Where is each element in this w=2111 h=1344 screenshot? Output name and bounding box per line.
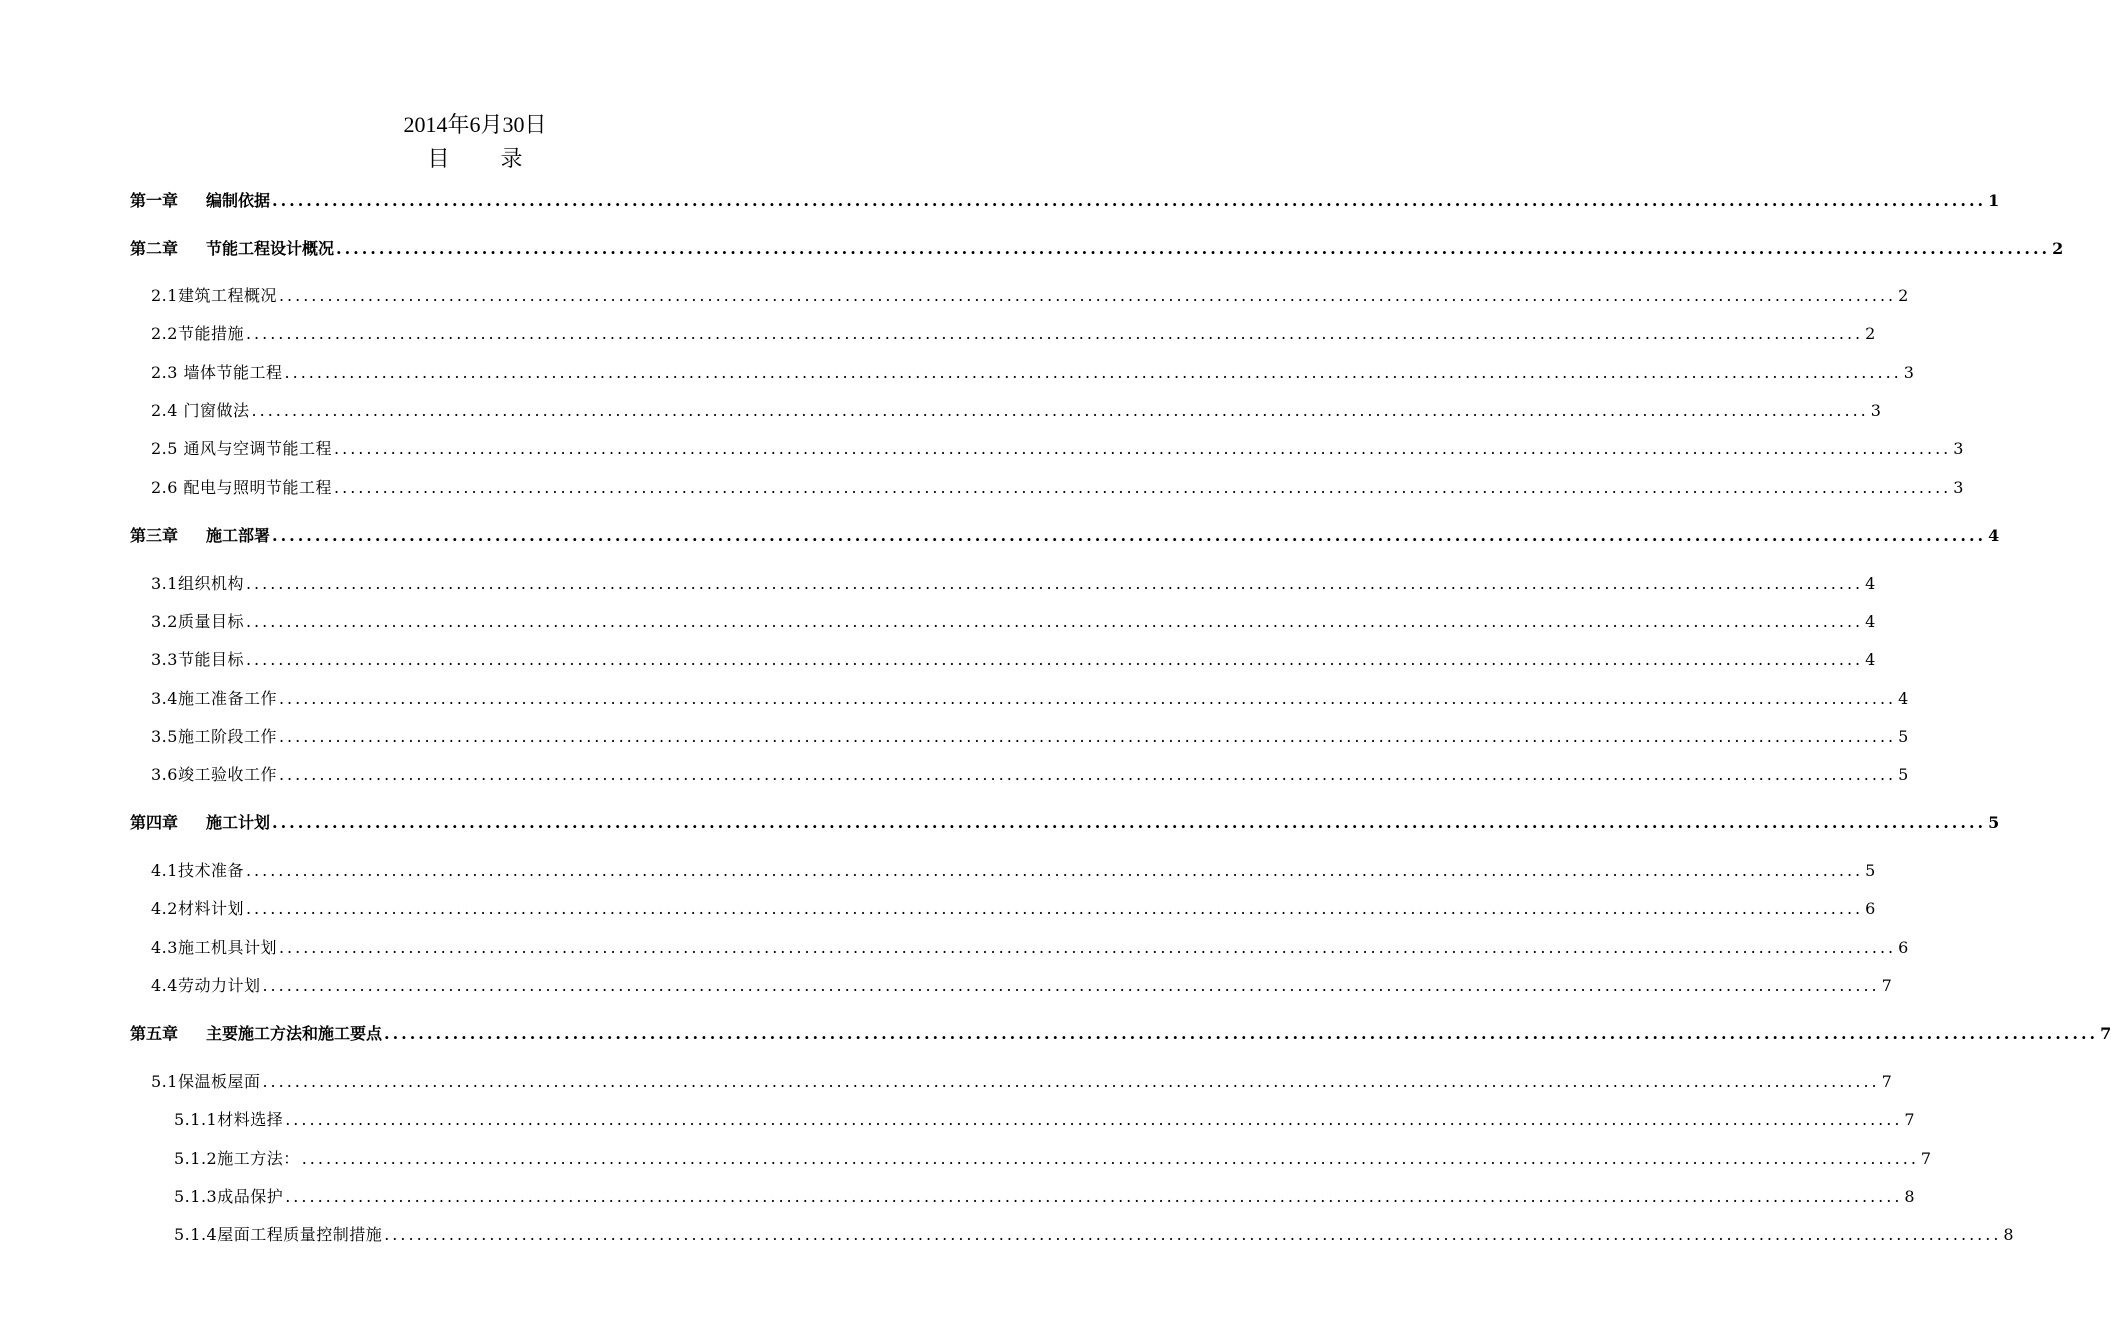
toc-page-number: 3 [1953, 478, 1964, 497]
toc-page-number: 7 [1920, 1149, 1932, 1168]
toc-page-number: 6 [1898, 938, 1909, 957]
toc-leader-dots: ........................................................................................................................................................................................................ [301, 1149, 1919, 1168]
toc-entry-title: 4.3施工机具计划 [151, 938, 277, 957]
toc-leader-dots: ........................................................................................................................................................................................................ [272, 526, 1987, 545]
toc-section-entry[interactable] [0, 648, 1876, 672]
toc-entry-title: 3.5施工阶段工作 [151, 727, 277, 746]
toc-leader-dots: ........................................................................................................................................................................................................ [278, 727, 1897, 746]
toc-entry-label [130, 237, 334, 261]
toc-entry-title: 5.1.4屋面工程质量控制措施 [174, 1225, 383, 1244]
toc-entry-label [130, 189, 270, 213]
toc-leader-dots: ........................................................................................................................................................................................................ [245, 861, 1864, 880]
toc-page-number: 7 [2100, 1024, 2111, 1043]
toc-page-number: 2 [1865, 324, 1876, 343]
toc-entry-title: 3.6竣工验收工作 [151, 765, 277, 784]
toc-entry-title: 施工计划 [206, 813, 271, 832]
toc-page-number: 3 [1953, 439, 1964, 458]
toc-entry-title: 2.4 门窗做法 [151, 401, 250, 420]
toc-entry-title: 2.5 通风与空调节能工程 [151, 439, 333, 458]
toc-leader-dots: ........................................................................................................................................................................................................ [285, 1110, 1903, 1129]
toc-section-entry[interactable] [0, 974, 1892, 998]
toc-leader-dots: ........................................................................................................................................................................................................ [334, 478, 1952, 497]
toc-leader-dots: ........................................................................................................................................................................................................ [245, 650, 1864, 669]
toc-page-number: 2 [2052, 239, 2064, 258]
toc-entry-title: 主要施工方法和施工要点 [206, 1024, 383, 1043]
document-date: 2014年6月30日 [403, 112, 547, 137]
toc-leader-dots: ........................................................................................................................................................................................................ [278, 689, 1897, 708]
toc-section-entry[interactable] [0, 859, 1876, 883]
toc-page-number: 4 [1865, 574, 1876, 593]
toc-leader-dots: ........................................................................................................................................................................................................ [262, 1072, 1880, 1091]
toc-chapter-number: 第三章 [130, 526, 179, 545]
toc-section-entry[interactable] [0, 572, 1876, 596]
toc-title: 目 录 [427, 147, 545, 172]
toc-section-entry[interactable] [0, 610, 1876, 634]
toc-entry-title: 3.3节能目标 [151, 650, 244, 669]
toc-leader-dots: ........................................................................................................................................................................................................ [278, 286, 1897, 305]
toc-section-entry[interactable] [0, 897, 1876, 921]
toc-leader-dots: ........................................................................................................................................................................................................ [251, 401, 1869, 420]
toc-section-entry[interactable] [0, 936, 1909, 960]
toc-entry-title: 施工部署 [206, 526, 271, 545]
toc-page-number: 6 [1865, 899, 1876, 918]
toc-chapter-entry[interactable] [0, 1022, 2111, 1046]
toc-entry-title: 2.6 配电与照明节能工程 [151, 478, 333, 497]
toc-section-entry[interactable] [0, 322, 1876, 346]
toc-chapter-number: 第二章 [130, 239, 179, 258]
toc-entry-title: 5.1.1材料选择 [174, 1110, 284, 1129]
toc-page-number: 3 [1870, 401, 1881, 420]
toc-leader-dots: ........................................................................................................................................................................................................ [262, 976, 1880, 995]
toc-entry-title: 4.2材料计划 [151, 899, 244, 918]
toc-section-entry[interactable] [0, 1147, 1932, 1171]
toc-page-number: 1 [1988, 191, 2000, 210]
toc-entry-label [130, 524, 270, 548]
toc-leader-dots: ........................................................................................................................................................................................................ [245, 574, 1864, 593]
toc-section-entry[interactable] [0, 1108, 1915, 1132]
toc-section-entry[interactable] [0, 1185, 1915, 1209]
toc-page-number: 5 [1865, 861, 1876, 880]
toc-entry-title: 5.1保温板屋面 [151, 1072, 261, 1091]
toc-page-number: 5 [1898, 765, 1909, 784]
toc-entry-title: 2.3 墙体节能工程 [151, 363, 283, 382]
toc-chapter-entry[interactable] [0, 189, 2000, 213]
toc-chapter-number: 第四章 [130, 813, 179, 832]
toc-page-number: 4 [1865, 612, 1876, 631]
toc-section-entry[interactable] [0, 284, 1909, 308]
toc-leader-dots: ........................................................................................................................................................................................................ [272, 191, 1987, 210]
toc-entry-label [130, 811, 270, 835]
toc-chapter-number: 第一章 [130, 191, 179, 210]
toc-leader-dots: ........................................................................................................................................................................................................ [272, 813, 1987, 832]
toc-section-entry[interactable] [0, 437, 1964, 461]
toc-entry-title: 4.1技术准备 [151, 861, 244, 880]
toc-entry-title: 5.1.3成品保护 [174, 1187, 284, 1206]
toc-page-number: 7 [1904, 1110, 1915, 1129]
toc-chapter-entry[interactable] [0, 524, 2000, 548]
toc-section-entry[interactable] [0, 399, 1881, 423]
toc-leader-dots: ........................................................................................................................................................................................................ [336, 239, 2051, 258]
toc-section-entry[interactable] [0, 1070, 1892, 1094]
toc-entry-title: 4.4劳动力计划 [151, 976, 261, 995]
toc-entry-title: 5.1.2施工方法： [174, 1149, 300, 1168]
toc-page-number: 5 [1898, 727, 1909, 746]
toc-page-number: 4 [1865, 650, 1876, 669]
toc-entry-title: 2.2节能措施 [151, 324, 244, 343]
toc-page-number: 8 [1904, 1187, 1915, 1206]
toc-section-entry[interactable] [0, 725, 1909, 749]
toc-entry-title: 3.1组织机构 [151, 574, 244, 593]
toc-entry-title: 2.1建筑工程概况 [151, 286, 277, 305]
toc-leader-dots: ........................................................................................................................................................................................................ [245, 324, 1864, 343]
toc-page-number: 5 [1988, 813, 2000, 832]
toc-section-entry[interactable] [0, 763, 1909, 787]
toc-leader-dots: ........................................................................................................................................................................................................ [384, 1024, 2099, 1043]
toc-chapter-number: 第五章 [130, 1024, 179, 1043]
toc-page-number: 7 [1881, 1072, 1892, 1091]
toc-page-number: 4 [1988, 526, 2000, 545]
toc-leader-dots: ........................................................................................................................................................................................................ [334, 439, 1952, 458]
toc-entry-title: 3.2质量目标 [151, 612, 244, 631]
toc-page-number: 7 [1881, 976, 1892, 995]
toc-leader-dots: ........................................................................................................................................................................................................ [278, 765, 1897, 784]
toc-chapter-entry[interactable] [0, 811, 2000, 835]
toc-section-entry[interactable] [0, 687, 1909, 711]
toc-entry-title: 编制依据 [206, 191, 271, 210]
toc-leader-dots: ........................................................................................................................................................................................................ [245, 899, 1864, 918]
toc-leader-dots: ........................................................................................................................................................................................................ [284, 363, 1902, 382]
toc-entry-label [130, 1022, 382, 1046]
toc-section-entry[interactable] [0, 1223, 2014, 1247]
toc-leader-dots: ........................................................................................................................................................................................................ [384, 1225, 2002, 1244]
toc-leader-dots: ........................................................................................................................................................................................................ [245, 612, 1864, 631]
toc-section-entry[interactable] [0, 361, 1914, 385]
toc-page-number: 3 [1903, 363, 1914, 382]
toc-page-number: 4 [1898, 689, 1909, 708]
toc-entry-title: 节能工程设计概况 [206, 239, 335, 258]
toc-leader-dots: ........................................................................................................................................................................................................ [278, 938, 1897, 957]
toc-entry-title: 3.4施工准备工作 [151, 689, 277, 708]
toc-chapter-entry[interactable] [0, 237, 2064, 261]
toc-leader-dots: ........................................................................................................................................................................................................ [285, 1187, 1903, 1206]
toc-section-entry[interactable] [0, 476, 1964, 500]
toc-page-number: 8 [2003, 1225, 2014, 1244]
toc-page-number: 2 [1898, 286, 1909, 305]
